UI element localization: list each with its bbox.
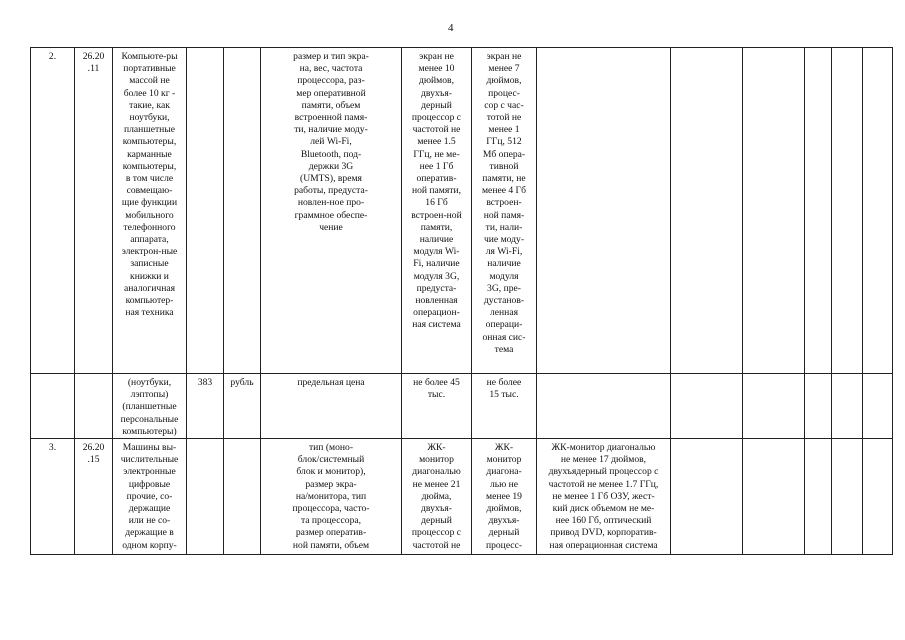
unit-cell [224,48,261,374]
empty-cell [805,374,832,439]
empty-cell [743,48,805,374]
value-high: ЖК- монитор диагональю не менее 21 дюйма, двухъя- дерный процессор с частотой не [411,442,462,551]
table-row [31,48,893,374]
empty-cell [743,439,805,555]
specification-table [30,47,893,555]
empty-cell [671,374,743,439]
unit-cell [224,439,261,555]
okei-code-cell [187,439,224,555]
empty-cell [537,374,671,439]
empty-cell [537,48,671,374]
item-name-cell [113,374,187,439]
empty-cell [743,374,805,439]
empty-cell [805,48,832,374]
empty-cell [832,374,863,439]
value-other-cell [472,439,537,555]
characteristic-cell [261,48,402,374]
row-number-cell [31,439,75,555]
value-high-cell [402,374,472,439]
empty-cell [863,48,893,374]
row-number: 2. [48,51,57,62]
value-high-cell [402,48,472,374]
okpd-code-cell [75,48,113,374]
empty-cell [75,374,113,439]
characteristic: предельная цена [297,377,365,388]
value-other: экран не менее 7 дюймов, процес- сор с час- тотой не менее 1 ГГц, 512 Мб опера- тивной памяти, не менее 4 Гб встроен- ной памя- ти, нали- чие моду- ля Wi-Fi, наличие модуля 3G, пре- дустанов- ленная операци- онная сис- тема [481,51,526,355]
okei-code-cell [187,48,224,374]
okpd-code: 26.20 .15 [82,442,105,466]
okpd-code: 26.20 .11 [82,51,105,75]
unit-cell [224,374,261,439]
unit: рубль [230,377,254,388]
row-number-cell [31,48,75,374]
value-other: не более 15 тыс. [486,377,522,401]
value-other-cell [472,374,537,439]
empty-cell [31,374,75,439]
value-other: ЖК- монитор диагона- лью не менее 19 дюймов, двухъя- дерный процесс- [485,442,523,551]
value-high: не более 45 тыс. [413,377,460,401]
characteristic: размер и тип экра- на, вес, частота процессора, раз- мер оперативной памяти, объем встроенной памя- ти, наличие моду- лей Wi-Fi, Bluetooth, под- держки 3G (UMTS), время работы, предуста- новлен-ное про- граммное обеспе- чение [293,51,369,233]
okei-code-cell [187,374,224,439]
okpd-code-cell [75,439,113,555]
empty-cell [671,48,743,374]
empty-cell [671,439,743,555]
page-number: 4 [448,22,454,34]
row-number: 3. [48,442,57,454]
empty-cell [805,439,832,555]
item-name-cell [113,439,187,555]
item-name: Машины вы- числительные электронные цифровые прочие, со- держащие или не со- держащие в одном корпу- [120,442,179,551]
table-row [31,374,893,439]
empty-cell [832,48,863,374]
value-extra: ЖК-монитор диагональю не менее 17 дюймов, двухъядерный процессор с частотой не менее 1.7 ГГц, не менее 1 Гб ОЗУ, жест- кий диск объемом не ме- нее 160 Гб, оптический привод DVD, корпоратив- ная операционная система [548,442,659,551]
item-name-cell [113,48,187,374]
value-extra-cell [537,439,671,555]
okei-code: 383 [197,377,213,388]
value-high-cell [402,439,472,555]
characteristic-cell [261,374,402,439]
value-other-cell [472,48,537,374]
empty-cell [863,439,893,555]
item-name: Компьюте-ры портативные массой не более 10 кг - такие, как ноутбуки, планшетные компьютеры, карманные компьютеры, в том числе совмещаю- щие функции мобильного телефонного аппарата, электрон-ные записные книжки и аналогичная компьютер- ная техника [121,51,178,319]
characteristic-cell [261,439,402,555]
item-name: (ноутбуки, лэптопы) (планшетные персональные компьютеры) [120,377,179,437]
characteristic: тип (моно- блок/системный блок и монитор), размер экра- на/монитора, тип процессора, часто- та процессора, размер оператив- ной памяти, объем [292,442,370,551]
value-high: экран не менее 10 дюймов, двухъя- дерный процессор с частотой не менее 1.5 ГГц, не ме- нее 1 Гб оператив- ной памяти, 16 Гб встроен-ной памяти, наличие модуля Wi- Fi, наличие модуля 3G, предуста- новленная операцион- ная система [411,51,462,331]
empty-cell [863,374,893,439]
table-row [31,439,893,555]
empty-cell [832,439,863,555]
